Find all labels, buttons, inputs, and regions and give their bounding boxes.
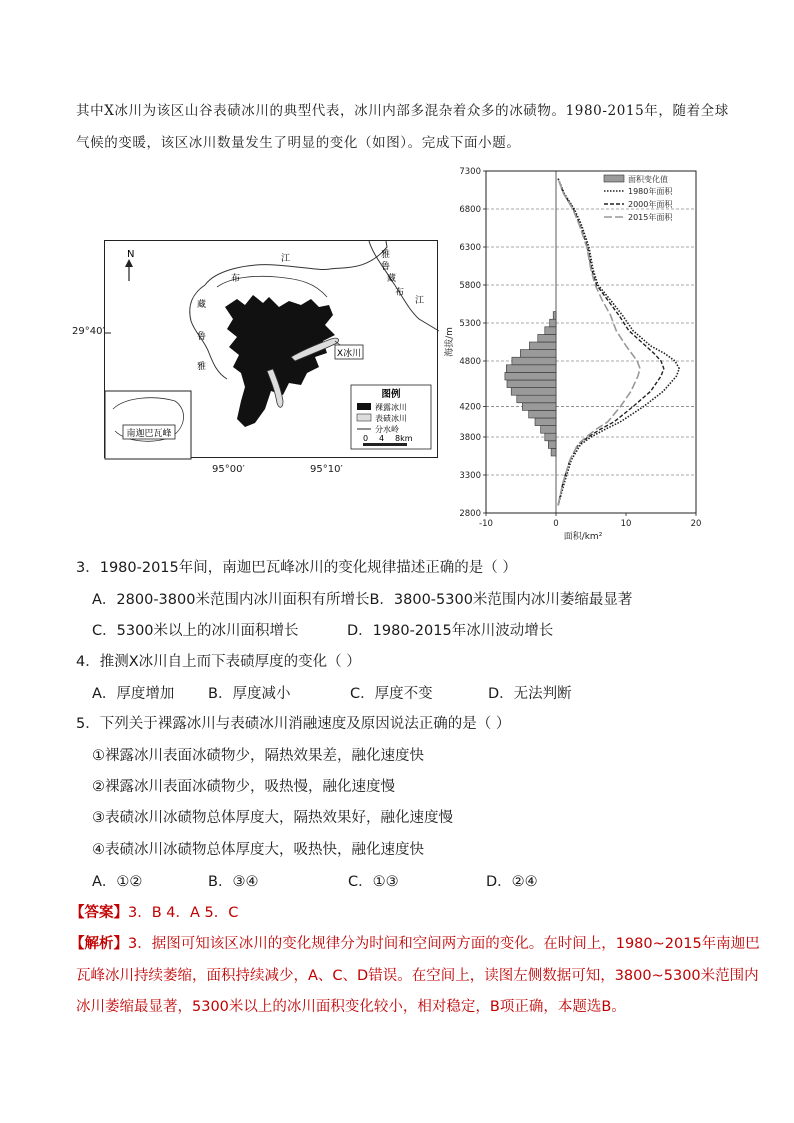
legend-swatch-bars <box>604 175 624 182</box>
y-tick-label-5: 5300 <box>459 319 481 329</box>
q4-option-b: B．厚度减小 <box>208 686 291 702</box>
q5-statement-2: ②裸露冰川表面冰碛物少，吸热慢，融化速度慢 <box>92 779 395 795</box>
q5-option-c: C．①③ <box>348 874 399 890</box>
y-tick-label-8: 6800 <box>459 205 481 215</box>
intro-line-2: 气候的变暖，该区冰川数量发生了明显的变化（如图）。完成下面小题。 <box>76 135 521 151</box>
legend-divide: 分水岭 <box>375 425 399 434</box>
bar-4700 <box>506 365 556 373</box>
x-tick-label-0: -10 <box>479 519 493 529</box>
river-outline-left <box>190 285 227 379</box>
q3-stem: 3．1980-2015年间，南迦巴瓦峰冰川的变化规律描述正确的是（ ） <box>76 560 517 576</box>
y-tick-label-0: 2800 <box>459 509 481 519</box>
q3-option-d: D．1980-2015年冰川波动增长 <box>347 623 554 639</box>
lat-label: 29°40′ <box>72 326 105 337</box>
q4-option-c: C．厚度不变 <box>350 686 433 702</box>
analysis-label: 【解析】 <box>70 936 128 952</box>
glacier-area-chart <box>440 163 710 542</box>
river-right-5: 江 <box>415 296 425 306</box>
bar-5000 <box>529 342 556 350</box>
q5-statement-3: ③表碛冰川冰碛物总体厚度大，隔热效果好，融化速度慢 <box>92 810 453 826</box>
bar-3800 <box>545 433 556 441</box>
bar-4900 <box>520 350 556 358</box>
q4-option-a: A．厚度增加 <box>92 686 175 702</box>
q3-option-ab: A．2800-3800米范围内冰川面积有所增长B．3800-5300米范围内冰川萎缩最显著 <box>92 592 633 608</box>
bar-3700 <box>548 441 556 449</box>
answer-text: 3．B 4．A 5．C <box>128 905 239 921</box>
inset-label: 南迦巴瓦峰 <box>126 429 172 439</box>
river-top: 江 <box>281 254 291 264</box>
river-right-2: 鲁 <box>381 262 391 272</box>
y-tick-label-3: 4200 <box>459 402 481 413</box>
y-tick-label-2: 3800 <box>459 433 481 443</box>
scale-8: 8km <box>395 434 413 443</box>
river-right-3: 藏 <box>387 274 397 284</box>
bar-3900 <box>541 426 556 434</box>
q3-option-c: C．5300米以上的冰川面积增长 <box>92 623 299 639</box>
y-tick-label-4: 4800 <box>459 357 481 367</box>
bar-5400 <box>553 312 556 320</box>
x-tick-label-2: 10 <box>620 519 632 529</box>
q5-option-d: D．②④ <box>486 874 538 890</box>
legend-series-1: 2000年面积 <box>628 200 673 209</box>
glacier-map <box>104 240 438 458</box>
y-tick-label-9: 7300 <box>459 167 481 177</box>
series-line-2 <box>558 179 640 506</box>
bar-4100 <box>529 410 556 418</box>
bar-4200 <box>522 403 556 411</box>
river-left-2: 藏 <box>197 300 207 310</box>
scale-0: 0 <box>363 434 369 443</box>
scale-4: 4 <box>379 434 385 443</box>
q5-statement-1: ①裸露冰川表面冰碛物少，隔热效果差，融化速度快 <box>92 748 424 764</box>
lon-label-1: 95°00′ <box>212 464 245 475</box>
intro-line-1: 其中Ⅹ冰川为该区山谷表碛冰川的典型代表，冰川内部多混杂着众多的冰碛物。1980-2015年，随着全球 <box>76 103 729 119</box>
bar-5100 <box>538 334 556 342</box>
legend-series-0: 1980年面积 <box>628 187 673 196</box>
analysis-line-2: 瓦峰冰川持续萎缩，面积持续减少，A、C、D错误。在空间上，读图左侧数据可知，3800~5300米范围内 <box>76 968 759 984</box>
x-tick-label-1: 0 <box>553 519 559 529</box>
legend-bare: 裸露冰川 <box>375 403 407 412</box>
map-svg <box>105 241 439 459</box>
legend-title: 图例 <box>381 389 401 400</box>
analysis-line-1: 【解析】3．据图可知该区冰川的变化规律分为时间和空间两方面的变化。在时间上，1980~2015年南迦巴 <box>70 936 760 952</box>
plot-frame <box>486 171 696 513</box>
bar-4000 <box>535 418 556 426</box>
q5-option-b: B．③④ <box>208 874 259 890</box>
q5-stem: 5．下列关于裸露冰川与表碛冰川消融速度及原因说法正确的是（ ） <box>76 716 511 732</box>
bar-4600 <box>505 372 556 380</box>
x-glacier-label: X冰川 <box>336 349 362 359</box>
q4-stem: 4．推测Ⅹ冰川自上而下表碛厚度的变化（ ） <box>76 654 361 670</box>
series-line-0 <box>558 179 679 506</box>
answer-line <box>70 903 238 923</box>
river-left-3: 鲁 <box>197 332 207 342</box>
x-tick-label-3: 20 <box>690 519 702 529</box>
y-tick-label-6: 5800 <box>459 281 481 291</box>
y-tick-label-1: 3300 <box>459 471 481 481</box>
lon-label-2: 95°10′ <box>310 464 343 475</box>
y-axis-label: 海拔/m <box>445 327 455 357</box>
x-axis-label: 面积/km² <box>563 532 603 542</box>
answer-label: 【答案】 <box>70 905 128 921</box>
legend-debris: 表碛冰川 <box>375 414 407 423</box>
q5-statement-4: ④表碛冰川冰碛物总体厚度大，吸热快，融化速度快 <box>92 842 424 858</box>
legend-series-2: 2015年面积 <box>628 213 673 222</box>
bar-4400 <box>511 388 556 396</box>
bar-4300 <box>517 395 556 403</box>
bar-4800 <box>512 357 556 365</box>
y-tick-label-7: 6300 <box>459 243 481 253</box>
q5-option-a: A．①② <box>92 874 143 890</box>
river-right-4: 布 <box>395 288 405 298</box>
bar-5300 <box>550 319 556 327</box>
scale-bar <box>363 443 407 446</box>
bar-5200 <box>545 327 556 335</box>
river-left-1: 布 <box>231 274 241 284</box>
bar-4500 <box>507 380 556 388</box>
q4-option-d: D．无法判断 <box>488 686 572 702</box>
legend-bars: 面积变化值 <box>628 175 668 184</box>
bar-3600 <box>551 448 556 456</box>
river-right-1: 雅 <box>381 250 391 260</box>
river-left-4: 雅 <box>197 362 207 372</box>
north-label: N <box>127 249 135 260</box>
analysis-line-3: 冰川萎缩最显著，5300米以上的冰川面积变化较小，相对稳定，B项正确，本题选B。 <box>76 999 626 1015</box>
